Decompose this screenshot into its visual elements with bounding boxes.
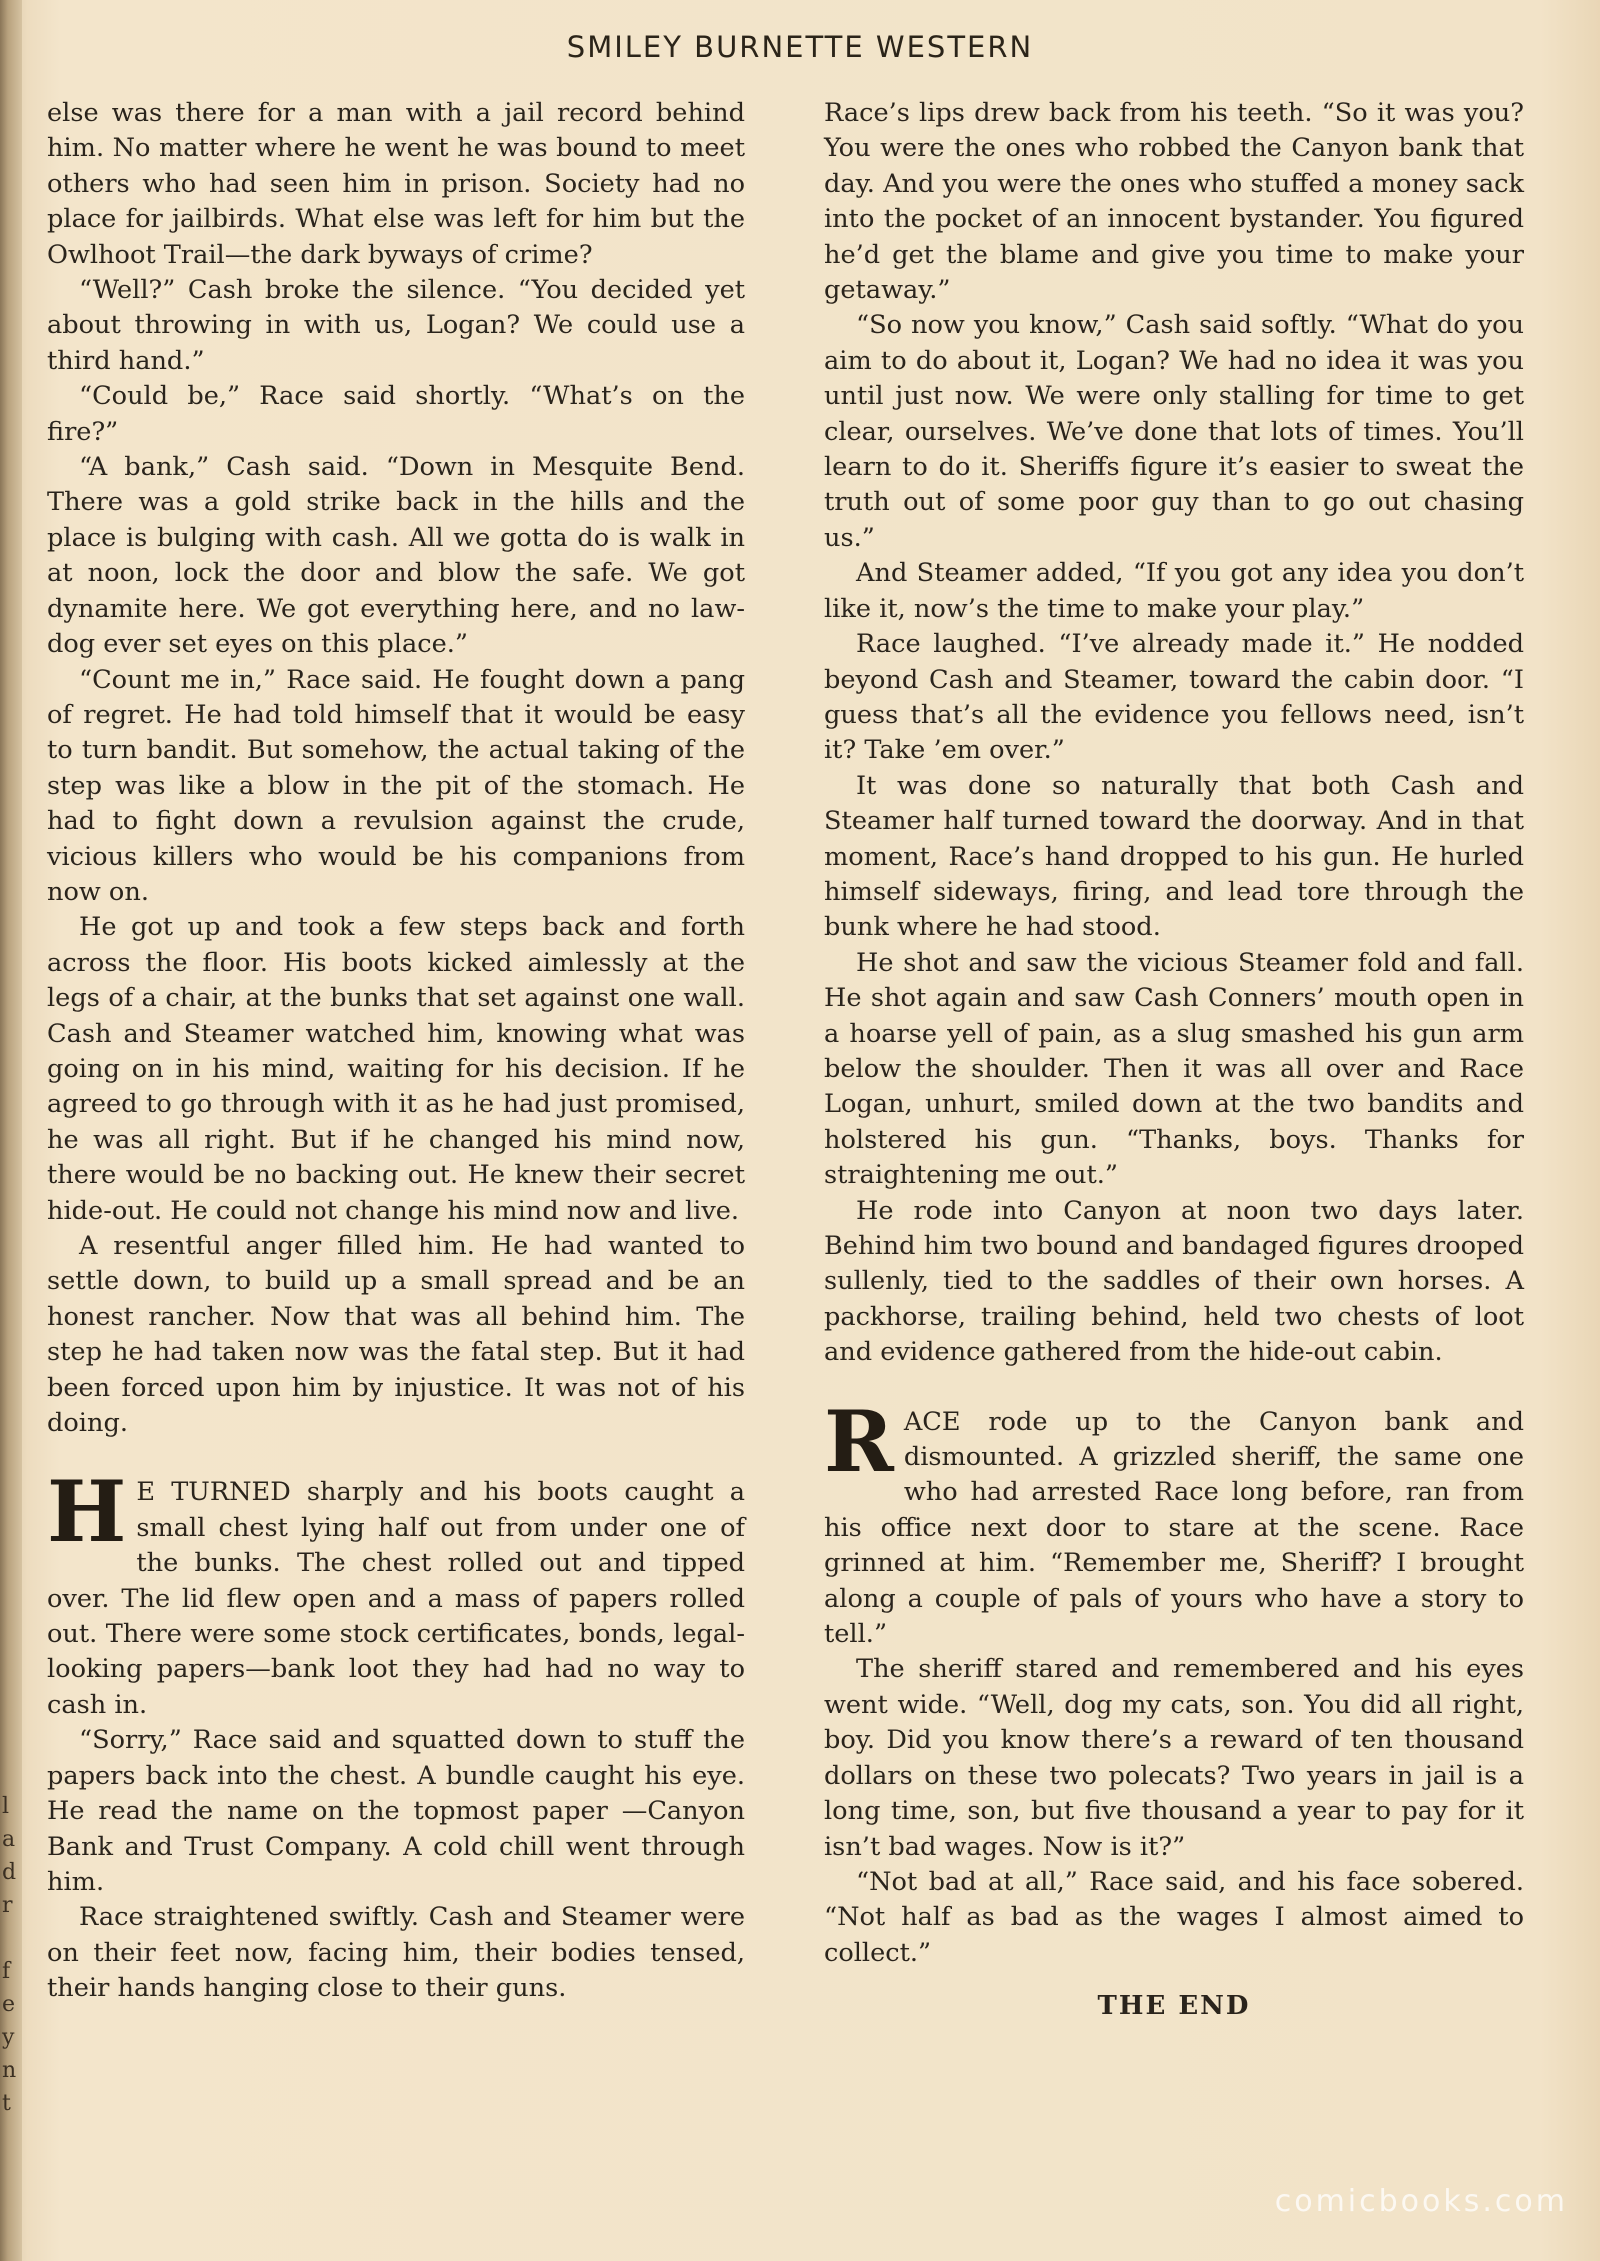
- paragraph: “Count me in,” Race said. He fought down a pang of regret. He had told himself that it would be easy to turn bandit. But somehow, the actual taking of the step was like a blow in the pit of the stomach. He had to fight down a revulsion against the crude, vicious killers who would be his companions from now on.: [47, 664, 745, 907]
- paragraph: Race laughed. “I’ve already made it.” He nodded beyond Cash and Steamer, toward the cabin door. “I guess that’s all the evidence you fellows need, isn’t it? Take ’em over.”: [824, 629, 1524, 766]
- edge-letter: [2, 1922, 20, 1955]
- paragraph: Race straightened swiftly. Cash and Steamer were on their feet now, facing him, their bodies tensed, their hands hanging close to their guns.: [47, 1902, 745, 2004]
- paragraph: “Could be,” Race said shortly. “What’s on the fire?”: [47, 381, 745, 447]
- drop-cap-letter: R: [824, 1391, 894, 1491]
- adjacent-page-letters: [2, 1790, 20, 2120]
- edge-letter: l: [2, 1794, 10, 1819]
- edge-letter: a: [2, 1827, 16, 1852]
- edge-letter: t: [2, 2091, 11, 2116]
- the-end-label: THE END: [1097, 1991, 1251, 2022]
- edge-letter: d: [2, 1860, 17, 1885]
- paragraph: He rode into Canyon at noon two days later. Behind him two bound and bandaged figures drooped sullenly, tied to the saddles of their own horses. A packhorse, trailing behind, held two chests of loot and evidence gathered from the hide-out cabin.: [824, 1195, 1524, 1368]
- paragraph: And Steamer added, “If you got any idea you don’t like it, now’s the time to make your play.”: [824, 558, 1524, 624]
- paragraph: Race’s lips drew back from his teeth. “So it was you? You were the ones who robbed the Canyon bank that day. And you were the ones who stuffed a money sack into the pocket of an innocent bystander. You figured he’d get the blame and give you time to make your getaway.”: [824, 98, 1524, 306]
- paragraph: “Sorry,” Race said and squatted down to stuff the papers back into the chest. A bundle caught his eye. He read the name on the topmost paper —Canyon Bank and Trust Company. A cold chill went through him.: [47, 1725, 745, 1897]
- edge-letter: r: [2, 1893, 13, 1918]
- edge-letter: e: [2, 1992, 16, 2017]
- edge-letter: f: [2, 1959, 11, 1984]
- paragraph: A resentful anger filled him. He had wanted to settle down, to build up a small spread and be an honest rancher. Now that was all behind him. The step he had taken now was the fatal step. But it had been forced upon him by injustice. It was not of his doing.: [47, 1231, 745, 1439]
- edge-letter: n: [2, 2058, 17, 2083]
- left-column: [47, 96, 745, 2007]
- paragraph: “Not bad at all,” Race said, and his face sobered. “Not half as bad as the wages I almost aimed to collect.”: [824, 1866, 1524, 1968]
- edge-letter: y: [2, 2025, 15, 2050]
- running-header: SMILEY BURNETTE WESTERN: [566, 30, 1034, 64]
- drop-cap-letter: H: [47, 1462, 127, 1562]
- right-column: [824, 96, 1524, 2025]
- dropcap-paragraph-text: E TURNED sharply and his boots caught a small chest lying half out from under one of the bunks. The chest rolled out and tipped over. The lid flew open and a mass of papers rolled out. There were some stock certificates, bonds, legal-looking papers—bank loot they had had no way to cash in.: [47, 1477, 745, 1720]
- paragraph: “Well?” Cash broke the silence. “You decided yet about throwing in with us, Logan? We could use a third hand.”: [47, 275, 745, 376]
- dropcap-paragraph-text: ACE rode up to the Canyon bank and dismounted. A grizzled sheriff, the same one who had arrested Race long before, ran from his office next door to stare at the scene. Race grinned at him. “Remember me, Sheriff? I brought along a couple of pals of yours who have a story to tell.”: [824, 1406, 1524, 1650]
- paragraph: else was there for a man with a jail record behind him. No matter where he went he was bound to meet others who had seen him in prison. Society had no place for jailbirds. What else was left for him but the Owlhoot Trail—the dark byways of crime?: [47, 98, 745, 270]
- paragraph: It was done so naturally that both Cash and Steamer half turned toward the doorway. And in that moment, Race’s hand dropped to his gun. He hurled himself sideways, firing, and lead tore through the bunk where he had stood.: [824, 770, 1524, 943]
- paragraph: “A bank,” Cash said. “Down in Mesquite Bend. There was a gold strike back in the hills and the place is bulging with cash. All we gotta do is walk in at noon, lock the door and blow the safe. We got dynamite here. We got everything here, and no law-dog ever set eyes on this place.”: [47, 452, 745, 660]
- paragraph: “So now you know,” Cash said softly. “What do you aim to do about it, Logan? We had no idea it was you until just now. We were only stalling for time to get clear, ourselves. We’ve done that lots of times. You’ll learn to do it. Sheriffs figure it’s easier to sweat the truth out of some poor guy than to go out chasing us.”: [824, 310, 1524, 553]
- dropcap-paragraph: [824, 1391, 1524, 1653]
- source-watermark: comicbooks.com: [1274, 2184, 1568, 2219]
- paragraph: He shot and saw the vicious Steamer fold and fall. He shot again and saw Cash Conners’ mouth open in a hoarse yell of pain, as a slug smashed his gun arm below the shoulder. Then it was all over and Race Logan, unhurt, smiled down at the two bandits and holstered his gun. “Thanks, boys. Thanks for straightening me out.”: [824, 947, 1524, 1191]
- dropcap-paragraph: [47, 1462, 745, 1723]
- paragraph: He got up and took a few steps back and forth across the floor. His boots kicked aimlessly at the legs of a chair, at the bunks that set against one wall. Cash and Steamer watched him, knowing what was going on in his mind, waiting for his decision. If he agreed to go through with it as he had just promised, he was all right. But if he changed his mind now, there would be no backing out. He knew their secret hide-out. He could not change his mind now and live.: [47, 912, 745, 1226]
- paragraph: The sheriff stared and remembered and his eyes went wide. “Well, dog my cats, son. You did all right, boy. Did you know there’s a reward of ten thousand dollars on these two polecats? Two years in jail is a long time, son, but five thousand a year to pay for it isn’t bad wages. Now is it?”: [824, 1654, 1524, 1862]
